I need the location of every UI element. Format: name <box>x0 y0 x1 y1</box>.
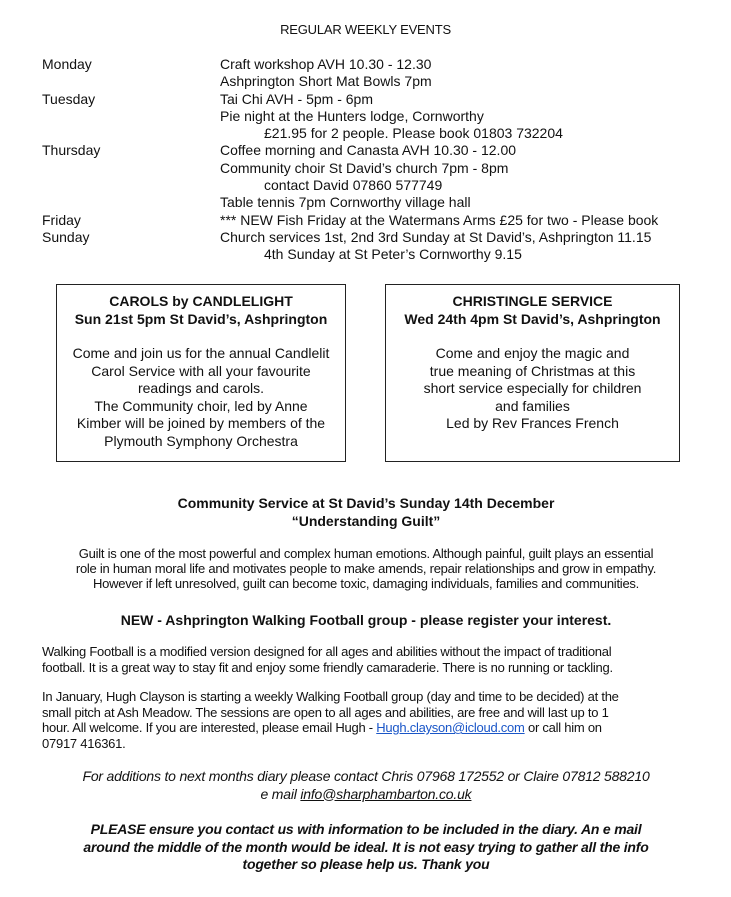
diary-contact-line: For additions to next months diary please contact Chris 07968 172552 or Claire 07812 588210 <box>82 768 650 784</box>
details-line-with-email <box>42 720 702 736</box>
please-line <box>40 821 692 839</box>
details-line: In January, Hugh Clayson is starting a weekly Walking Football group (day and time to be decided) at the <box>42 689 619 704</box>
community-service-heading: Community Service at St David’s Sunday 14th December <box>177 495 555 511</box>
schedule-event: Ashprington Short Mat Bowls 7pm <box>220 73 432 90</box>
schedule-day <box>42 108 220 125</box>
walking-football-heading: NEW - Ashprington Walking Football group - please register your interest. <box>120 612 612 628</box>
intro-line: football. It is a great way to stay fit and enjoy some friendly camaraderie. There is no running or tackling. <box>42 659 613 675</box>
community-service-section <box>40 494 692 530</box>
christingle-line: and families <box>495 397 570 414</box>
diary-contact-section <box>40 768 692 803</box>
schedule-event: Coffee morning and Canasta AVH 10.30 - 12.00 <box>220 142 517 159</box>
schedule-event: contact David 07860 577749 <box>264 177 443 194</box>
schedule-row <box>42 246 712 263</box>
schedule-row <box>42 194 712 211</box>
schedule-day <box>42 194 220 211</box>
schedule-row <box>42 160 712 177</box>
schedule-event: 4th Sunday at St Peter’s Cornworthy 9.15 <box>264 246 522 263</box>
schedule-event: Tai Chi AVH - 5pm - 6pm <box>220 90 374 107</box>
schedule-row <box>42 229 712 246</box>
schedule-row <box>42 56 712 73</box>
schedule-day <box>42 160 220 177</box>
schedule-row <box>42 73 712 90</box>
diary-email-line <box>40 786 692 804</box>
please-text: ensure you contact us with information to be included in the diary. An e mail <box>145 821 642 837</box>
schedule-day <box>42 73 220 90</box>
carols-by-candlelight-box <box>56 284 346 462</box>
schedule-day: Tuesday <box>42 90 96 107</box>
schedule-day: Sunday <box>42 228 90 245</box>
walking-football-intro <box>42 644 702 675</box>
please-line: together so please help us. Thank you <box>242 856 490 872</box>
schedule-row <box>42 177 712 194</box>
schedule-event: Pie night at the Hunters lodge, Cornworthy <box>220 107 484 124</box>
schedule-event: Craft workshop AVH 10.30 - 12.30 <box>220 56 432 72</box>
carols-line: Plymouth Symphony Orchestra <box>104 432 298 449</box>
community-service-subheading: “Understanding Guilt” <box>291 513 441 529</box>
schedule-event: Community choir St David’s church 7pm - 8pm <box>220 159 509 176</box>
carols-line: Carol Service with all your favourite <box>91 362 311 379</box>
schedule-event: *** NEW Fish Friday at the Watermans Arms £25 for two - Please book <box>220 211 659 228</box>
schedule-row <box>42 108 712 125</box>
christingle-line: Led by Rev Frances French <box>446 415 619 431</box>
details-line: small pitch at Ash Meadow. The sessions are open to all ages and abilities, are free and will last up to 1 <box>42 704 609 720</box>
guilt-line: Guilt is one of the most powerful and complex human emotions. Although painful, guilt plays an essential <box>78 546 654 561</box>
details-text: hour. All welcome. If you are interested, please email Hugh - <box>42 720 377 735</box>
hugh-email-link[interactable]: Hugh.clayson@icloud.com <box>376 720 525 735</box>
schedule-day: Monday <box>42 56 92 72</box>
christingle-title: CHRISTINGLE SERVICE <box>452 293 613 309</box>
schedule-day <box>42 246 220 263</box>
christingle-line: Come and enjoy the magic and <box>435 345 630 361</box>
christingle-description <box>386 345 679 433</box>
intro-line: Walking Football is a modified version designed for all ages and abilities without the impact of traditional <box>42 644 612 659</box>
weekly-schedule <box>42 56 712 264</box>
email-prefix: e mail <box>260 785 301 802</box>
christingle-line: true meaning of Christmas at this <box>429 362 636 379</box>
carols-description <box>57 345 345 450</box>
diary-email-link[interactable]: info@sharphambarton.co.uk <box>300 785 472 802</box>
christingle-line: short service especially for children <box>423 380 642 396</box>
christingle-subtitle: Wed 24th 4pm St David’s, Ashprington <box>404 310 661 327</box>
schedule-day <box>42 125 220 142</box>
please-emphasis: PLEASE <box>90 821 146 837</box>
schedule-row <box>42 142 712 159</box>
please-notice <box>40 821 692 874</box>
carols-title: CAROLS by CANDLELIGHT <box>109 293 293 309</box>
schedule-day <box>42 177 220 194</box>
schedule-row <box>42 212 712 229</box>
schedule-row <box>42 125 712 142</box>
schedule-day: Friday <box>42 211 81 228</box>
carols-line: readings and carols. <box>137 380 265 396</box>
carols-subtitle: Sun 21st 5pm St David’s, Ashprington <box>74 310 328 327</box>
carols-line: The Community choir, led by Anne <box>94 397 308 414</box>
carols-line: Kimber will be joined by members of the <box>76 415 326 431</box>
schedule-event: Church services 1st, 2nd 3rd Sunday at St David’s, Ashprington 11.15 <box>220 228 652 245</box>
guilt-paragraph <box>40 546 692 591</box>
schedule-day: Thursday <box>42 142 101 159</box>
carols-line: Come and join us for the annual Candlelit <box>72 345 330 361</box>
schedule-event: Table tennis 7pm Cornworthy village hall <box>220 194 471 211</box>
schedule-row <box>42 91 712 108</box>
guilt-line: However if left unresolved, guilt can become toxic, damaging individuals, families and communities. <box>92 576 640 591</box>
details-line: 07917 416361. <box>42 735 126 751</box>
please-line: around the middle of the month would be ideal. It is not easy trying to gather all the info <box>83 838 649 855</box>
walking-football-details <box>42 689 702 751</box>
page-title: REGULAR WEEKLY EVENTS <box>280 22 451 37</box>
guilt-line: role in human moral life and motivates people to make amends, repair relationships and grow in empathy. <box>75 561 657 576</box>
details-text: or call him on <box>524 720 602 735</box>
christingle-service-box <box>385 284 680 462</box>
schedule-event: £21.95 for 2 people. Please book 01803 732204 <box>264 125 563 142</box>
